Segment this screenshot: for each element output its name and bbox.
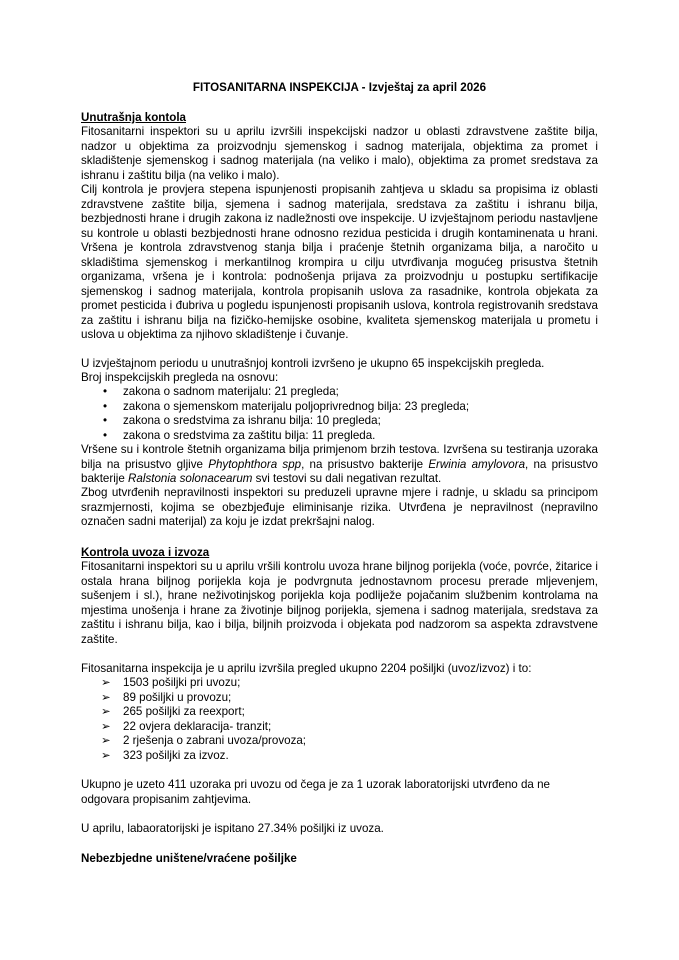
inspection-basis-list	[81, 385, 598, 443]
list-item: ➢ 323 pošiljki za izvoz.	[101, 748, 229, 762]
paragraph-import-intro: Fitosanitarni inspektori su u aprilu vršili kontrolu uvoza hrane biljnog porijekla (voće, povrće, žitarice i ostala hrana biljnog porijekla koja je podvrgnuta jednostavnom procesu prerade mljevenjem, sušenjem i sl.), hrane neživotinjskog porijekla koja podliježe pojačanim službenim kontrolama na mjestima unošenja i hrane za životinje biljnog porijekla, sjemena i sadnog materijala, sredstava za zaštitu i ishranu bilja, kao i bilja, biljnih proizvoda i objekata pod nadzorom sa aspekta zdravstvene zaštite.	[81, 560, 598, 646]
list-item: • zakona o sredstvima za zaštitu bilja: 11 pregleda.	[103, 428, 376, 442]
list-item: ➢ 89 pošiljki u provozu;	[101, 690, 232, 704]
section-heading-unsafe-shipments: Nebezbjedne uništene/vraćene pošiljke	[81, 852, 297, 865]
arrow-bullet-icon: ➢	[101, 734, 111, 747]
paragraph-internal-intro: Fitosanitarni inspektori su u aprilu izvršili inspekcijski nadzor u oblasti zdravstvene zaštite bilja, nadzor u objektima za proizvodnju sjemenskog i sadnog materijala, objektima za promet i skladištenje sjemenskog i sadnog materijala (na veliko i malo), objektima za promet sredstava za ishranu i zaštitu bilja (na veliko i malo).	[81, 125, 598, 182]
arrow-bullet-icon: ➢	[101, 676, 111, 689]
paragraph-internal-goal: Cilj kontrola je provjera stepena ispunjenosti propisanih zahtjeva u skladu sa propisima iz oblasti zdravstvene zaštite bilja, sjemena i sadnog materijala, sredstava za zaštitu i ishranu bilja, bezbjednosti hrane i drugih zakona iz nadležnosti ove inspekcije. U izvještajnom periodu nastavljene su kontrole u oblasti bezbjednosti hrane odnosno rezidua pesticida i drugih kontaminenata u hrani. Vršena je kontrola zdravstvenog stanja bilja i praćenje štetnih organizama bilja, a naročito u skladištima sjemenskog i merkantilnog krompira u cilju utvrđivanja mogućeg prisustva štetnih organizama, vršena je i kontrola: podnošenja prijava za proizvodnju u postupku sertifikacije sjemenskog i sadnog materijala, kontrola propisanih uslova za rasadnike, kontrola objekata za promet pesticida i đubriva u pogledu ispunjenosti propisanih uslova, kontrola registrovanih sredstava za zaštitu i ishranu bilja na fizičko-hemijske osobine, kvaliteta sjemenskog materijala u prometu i uslova u objektima za njihovo skladištenje i čuvanje.	[81, 183, 598, 341]
section-heading-internal-control: Unutrašnja kontola	[81, 111, 187, 124]
list-item: • zakona o sjemenskom materijalu poljoprivrednog bilja: 23 pregleda;	[103, 399, 470, 413]
bullet-icon: •	[103, 399, 108, 413]
paragraph-lab-tested: U aprilu, labaoratorijski je ispitano 27.34% pošiljki iz uvoza.	[81, 822, 384, 835]
list-item: ➢ 1503 pošiljki pri uvozu;	[101, 676, 241, 689]
list-item: • zakona o sadnom materijalu: 21 pregleda;	[103, 385, 339, 398]
paragraph-internal-total: U izvještajnom periodu u unutrašnjoj kontroli izvršeno je ukupno 65 inspekcijskih pregleda.	[81, 357, 545, 370]
paragraph-internal-basis: Broj inspekcijskih pregleda na osnovu:	[81, 371, 279, 384]
arrow-bullet-icon: ➢	[101, 719, 111, 733]
list-item: • zakona o sredstvima za ishranu bilja: 10 pregleda;	[103, 414, 381, 427]
arrow-bullet-icon: ➢	[101, 690, 111, 704]
shipments-list	[81, 676, 598, 763]
section-heading-import-export: Kontrola uvoza i izvoza	[81, 546, 210, 559]
list-item: ➢ 2 rješenja o zabrani uvoza/provoza;	[101, 734, 307, 747]
bullet-icon: •	[103, 428, 108, 442]
paragraph-samples: Ukupno je uzeto 411 uzoraka pri uvozu od čega je za 1 uzorak laboratorijski utvrđeno da ne odgovara propisanim zahtjevima.	[81, 778, 550, 806]
bullet-icon: •	[103, 385, 108, 398]
list-item: ➢ 265 pošiljki za reexport;	[101, 705, 245, 718]
paragraph-rapid-tests: Vršene su i kontrole štetnih organizama bilja primjenom brzih testova. Izvršena su testiranja uzoraka bilja na prisustvo gljive Phytophthora spp, na prisustvo bakterije Erwinia amylovora, na prisustvo bakterije Ralstonia solonacearum svi testovi su dali negativan rezultat.	[81, 443, 598, 485]
paragraph-measures: Zbog utvrđenih nepravilnosti inspektori su preduzeli upravne mjere i radnje, u skladu sa principom srazmjernosti, kojima se obezbjeđuje eliminisanje rizika. Utvrđena je nepravilnost (nepravilno označen sadni materijal) za koju je izdat prekršajni nalog.	[81, 486, 598, 528]
bullet-icon: •	[103, 414, 108, 427]
arrow-bullet-icon: ➢	[101, 748, 111, 762]
arrow-bullet-icon: ➢	[101, 705, 111, 718]
list-item: ➢ 22 ovjera deklaracija- tranzit;	[101, 719, 272, 733]
document-title: FITOSANITARNA INSPEKCIJA - Izvještaj za april 2026	[192, 81, 487, 94]
paragraph-shipments-total: Fitosanitarna inspekcija je u aprilu izvršila pregled ukupno 2204 pošiljki (uvoz/izvoz) i to:	[81, 662, 532, 675]
